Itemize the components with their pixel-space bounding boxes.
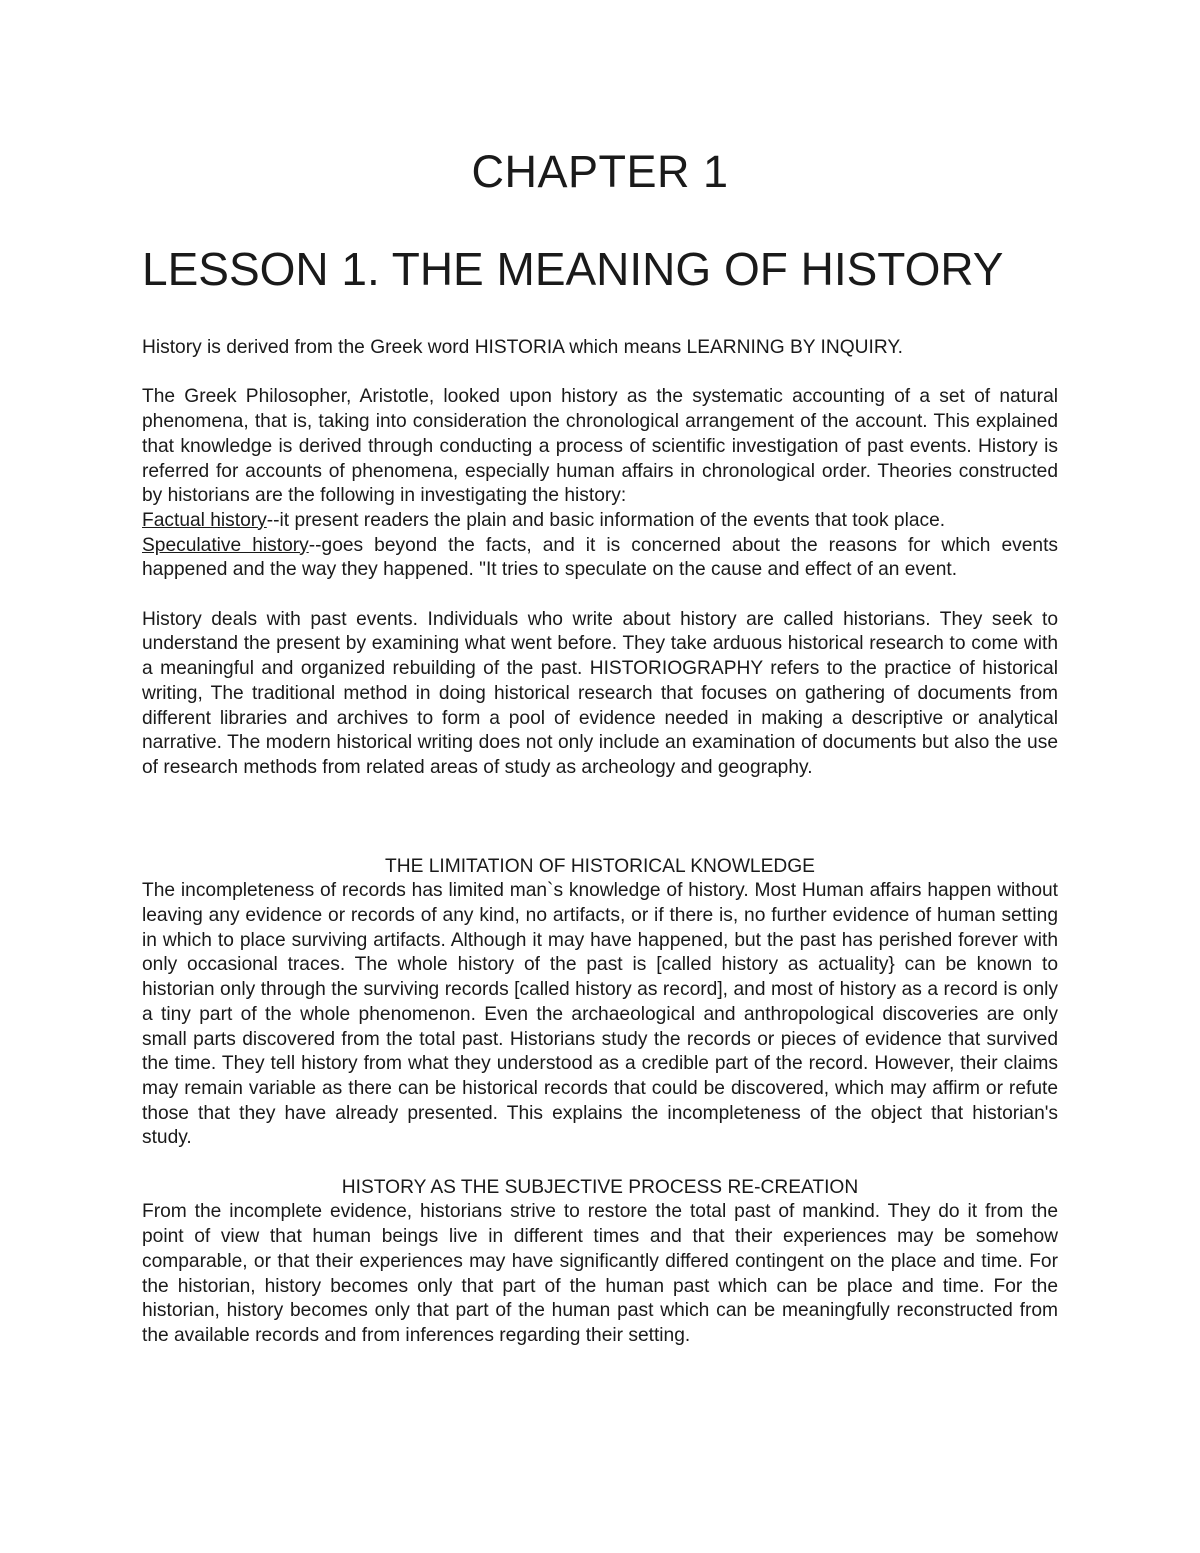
theory-description: --it present readers the plain and basic information of the events that took place. — [266, 509, 946, 531]
spacer — [142, 781, 1058, 855]
limitation-heading: THE LIMITATION OF HISTORICAL KNOWLEDGE — [385, 855, 815, 877]
spacer — [142, 361, 1058, 386]
theory-description: --goes beyond the facts, and it is concerned about the reasons for which events happened and the way they happened. "It tries to speculate on the cause and effect of an event. — [142, 534, 1058, 581]
historians-paragraph: History deals with past events. Individuals who write about history are called historians. They seek to understand the present by examining what went before. They take arduous historical research to come with a meaningful and organized rebuilding of the past. HISTORIOGRAPHY refers to the practice of historical writing, The traditional method in doing historical research that focuses on gathering of documents from different libraries and archives to form a pool of evidence needed in making a descriptive or analytical narrative. The modern historical writing does not only include an examination of documents but also the use of research methods from related areas of study as archeology and geography. — [142, 608, 1058, 778]
subjective-paragraph: From the incomplete evidence, historians strive to restore the total past of mankind. They do it from the point of view that human beings live in different times and that their experiences may be somehow comparable, or that their experiences may have significantly differed contingent on the place and time. For the historian, history becomes only that part of the human past which can be place and time. For the historian, history becomes only that part of the human past which can be meaningfully reconstructed from the available records and from inferences regarding their setting. — [142, 1201, 1058, 1346]
chapter-title: CHAPTER 1 — [471, 146, 729, 197]
theory-speculative — [142, 534, 1058, 583]
lesson-title: LESSON 1. THE MEANING OF HISTORY — [142, 243, 1004, 295]
theory-term: Factual history — [142, 509, 267, 531]
aristotle-paragraph: The Greek Philosopher, Aristotle, looked upon history as the systematic accounting of a set of natural phenomena, that is, taking into consideration the chronological arrangement of the account. This explained that knowledge is derived through conducting a process of scientific investigation of past events. History is referred for accounts of phenomena, especially human affairs in chronological order. Theories constructed by historians are the following in investigating the history: — [142, 386, 1058, 507]
spacer — [142, 1151, 1058, 1176]
theory-term: Speculative history — [142, 534, 309, 556]
subjective-heading: HISTORY AS THE SUBJECTIVE PROCESS RE-CREATION — [341, 1176, 859, 1198]
spacer — [142, 583, 1058, 608]
intro-paragraph: History is derived from the Greek word HISTORIA which means LEARNING BY INQUIRY. — [142, 337, 904, 358]
theory-factual — [142, 509, 1058, 534]
limitation-paragraph: The incompleteness of records has limited man`s knowledge of history. Most Human affairs happen without leaving any evidence or records of any kind, no artifacts, or if there is, no further evidence of human setting in which to place surviving artifacts. Although it may have happened, but the past has perished forever with only occasional traces. The whole history of the past is [called history as actuality} can be known to historian only through the surviving records [called history as record], and most of history as a record is only a tiny part of the whole phenomenon. Even the archaeological and anthropological discoveries are only small parts discovered from the total past. Historians study the records or pieces of evidence that survived the time. They tell history from what they understood as a credible part of the record. However, their claims may remain variable as there can be historical records that could be discovered, which may affirm or refute those that they have already presented. This explains the incompleteness of the object that historian's study. — [142, 880, 1058, 1149]
document-body — [142, 336, 1058, 1349]
